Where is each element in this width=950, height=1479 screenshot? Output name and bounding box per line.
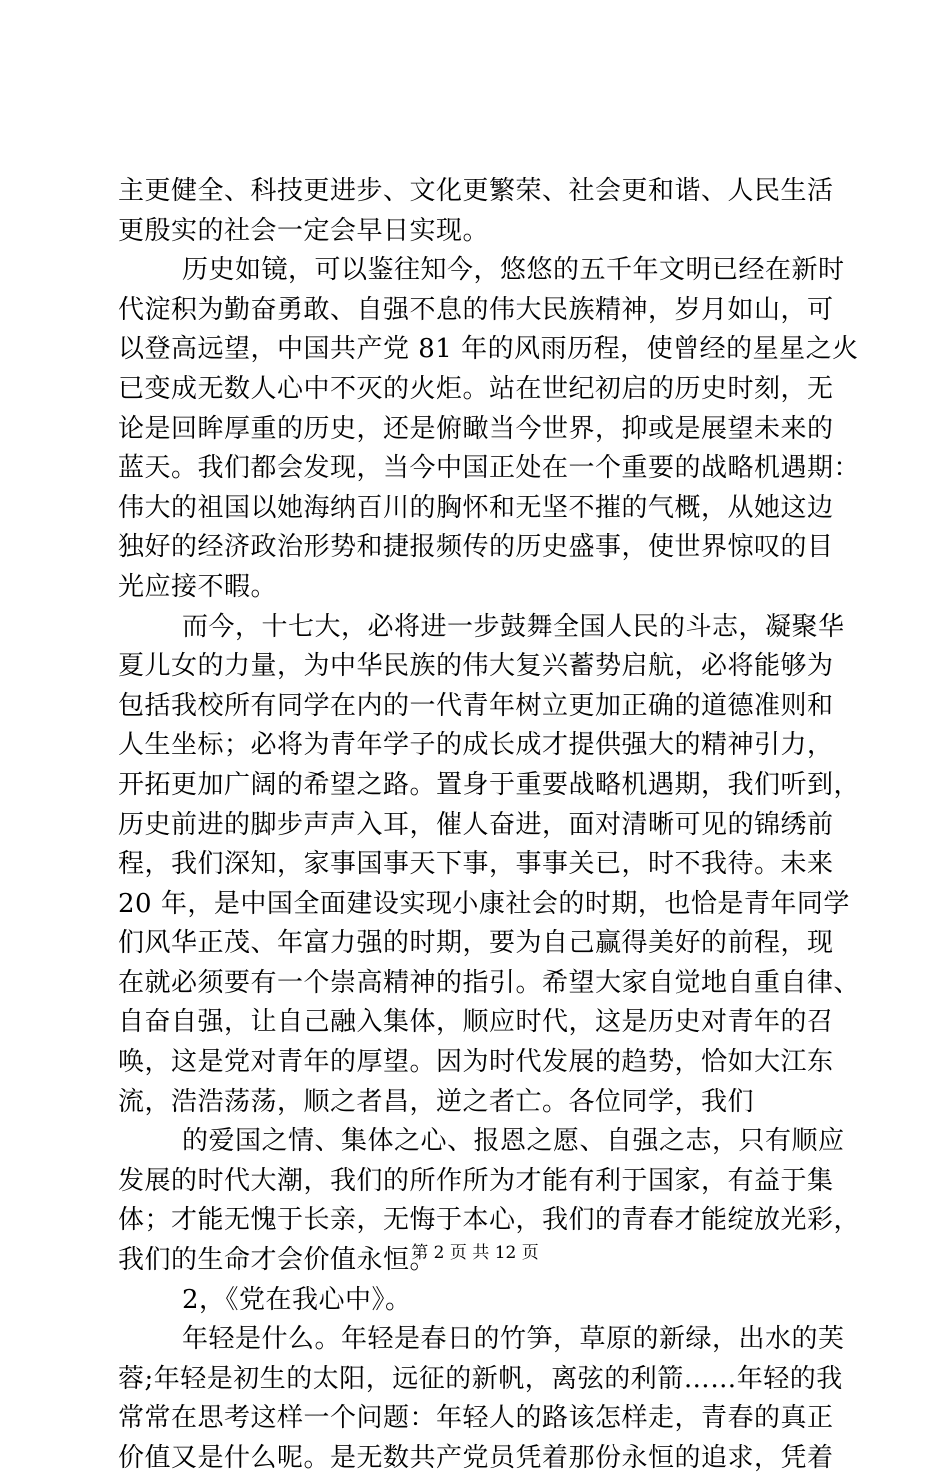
text-line: 开拓更加广阔的希望之路。置身于重要战略机遇期，我们听到， bbox=[118, 769, 861, 800]
page-footer: 第 2 页 共 12 页 bbox=[411, 1243, 539, 1263]
text-line: 体；才能无愧于长亲，无悔于本心，我们的青春才能绽放光彩， bbox=[118, 1205, 861, 1236]
text-line: 价值又是什么呢。是无数共产党员凭着那份永恒的追求，凭着 bbox=[118, 1443, 834, 1473]
text-line: 我们的生命才会价值永恒。 bbox=[118, 1245, 437, 1276]
text-line: 人生坐标；必将为青年学子的成长成才提供强大的精神引力， bbox=[118, 730, 834, 761]
text-line: 包括我校所有同学在内的一代青年树立更加正确的道德准则和 bbox=[118, 690, 834, 721]
text-line: 年轻是什么。年轻是春日的竹笋，草原的新绿，出水的芙 bbox=[182, 1324, 845, 1355]
text-line: 2，《党在我心中》。 bbox=[182, 1284, 412, 1315]
text-line: 程，我们深知，家事国事天下事，事事关已，时不我待。未来 bbox=[118, 849, 834, 880]
text-line: 已变成无数人心中不灭的火炬。站在世纪初启的历史时刻，无 bbox=[118, 373, 834, 404]
text-line: 夏儿女的力量，为中华民族的伟大复兴蓄势启航，必将能够为 bbox=[118, 651, 834, 682]
text-line: 论是回眸厚重的历史，还是俯瞰当今世界，抑或是展望未来的 bbox=[118, 413, 834, 444]
text-line: 光应接不暇。 bbox=[118, 571, 278, 602]
body-text bbox=[118, 172, 861, 1479]
text-line: 历史如镜，可以鉴往知今，悠悠的五千年文明已经在新时 bbox=[182, 255, 845, 286]
text-line: 20 年，是中国全面建设实现小康社会的时期，也恰是青年同学 bbox=[118, 888, 850, 919]
text-line: 伟大的祖国以她海纳百川的胸怀和无坚不摧的气概，从她这边 bbox=[118, 492, 834, 523]
text-line: 的爱国之情、集体之心、报恩之愿、自强之志，只有顺应 bbox=[182, 1126, 845, 1157]
text-line: 而今，十七大，必将进一步鼓舞全国人民的斗志，凝聚华 bbox=[182, 611, 845, 642]
text-line: 自奋自强，让自己融入集体，顺应时代，这是历史对青年的召 bbox=[118, 1007, 834, 1038]
text-line: 们风华正茂、年富力强的时期，要为自己赢得美好的前程，现 bbox=[118, 928, 834, 959]
text-line: 常常在思考这样一个问题：年轻人的路该怎样走，青春的真正 bbox=[118, 1403, 834, 1434]
text-line: 蓝天。我们都会发现，当今中国正处在一个重要的战略机遇期： bbox=[118, 453, 861, 484]
text-line: 流，浩浩荡荡，顺之者昌，逆之者亡。各位同学，我们 bbox=[118, 1086, 755, 1117]
text-line: 在就必须要有一个崇高精神的指引。希望大家自觉地自重自律、 bbox=[118, 967, 861, 998]
text-line: 发展的时代大潮，我们的所作所为才能有利于国家，有益于集 bbox=[118, 1165, 834, 1196]
text-line: 主更健全、科技更进步、文化更繁荣、社会更和谐、人民生活 bbox=[118, 176, 834, 206]
text-line: 代淀积为勤奋勇敢、自强不息的伟大民族精神，岁月如山，可 bbox=[118, 294, 834, 325]
text-line: 更殷实的社会一定会早日实现。 bbox=[118, 215, 490, 246]
text-line: 唤，这是党对青年的厚望。因为时代发展的趋势，恰如大江东 bbox=[118, 1047, 834, 1078]
text-line: 以登高远望，中国共产党 81 年的风雨历程，使曾经的星星之火 bbox=[118, 334, 859, 365]
text-line: 历史前进的脚步声声入耳，催人奋进，面对清晰可见的锦绣前 bbox=[118, 809, 834, 840]
text-line: 独好的经济政治形势和捷报频传的历史盛事，使世界惊叹的目 bbox=[118, 532, 834, 563]
text-line: 蓉;年轻是初生的太阳，远征的新帆，离弦的利箭……年轻的我 bbox=[118, 1363, 843, 1394]
